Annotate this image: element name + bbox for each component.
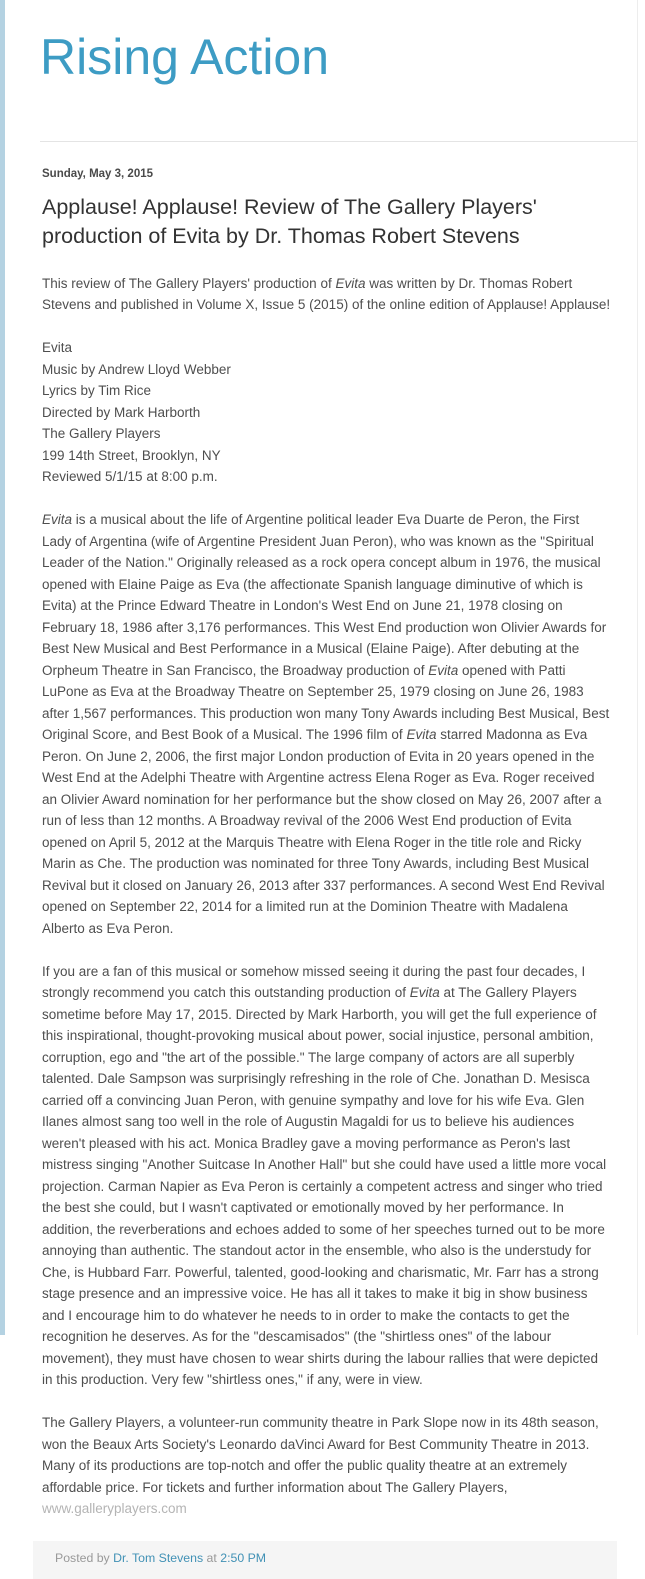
post-paragraph: Evita Music by Andrew Lloyd Webber Lyrics by Tim Rice Directed by Mark Harborth The Gallery Players 199 14th Street, Brooklyn, NY Reviewed 5/1/15 at 8:00 p.m.	[42, 340, 231, 485]
italic-show-title: Evita	[428, 662, 459, 678]
external-url-text[interactable]: www.galleryplayers.com	[42, 1501, 187, 1517]
post-paragraph: The Gallery Players, a volunteer-run community theatre in Park Slope now in its 48th season, won the Beaux Arts Society's Leonardo daVinci Award for Best Community Theatre in 2013. Many of its productions are top-notch and offer the public quality theatre at an extremely affordable price. For tickets and further information about The Gallery Players, www.galleryplayers.com	[42, 1415, 599, 1517]
italic-show-title: Evita	[409, 985, 440, 1001]
blog-title-link[interactable]: Rising Action	[40, 29, 330, 85]
posted-by-label: Posted by	[55, 1551, 110, 1566]
italic-show-title: Evita	[406, 727, 437, 743]
post-container	[42, 168, 612, 1579]
header-divider	[40, 141, 637, 142]
post-date: Sunday, May 3, 2015	[42, 168, 154, 180]
post-title-link[interactable]: Applause! Applause! Review of The Gallery Players' production of Evita by Dr. Thomas Robert Stevens	[42, 195, 537, 249]
post-paragraph: Evita is a musical about the life of Argentine political leader Eva Duarte de Peron, the First Lady of Argentina (wife of Argentine President Juan Peron), who was known as the "Spiritual Leader of the Nation." Originally released as a rock opera concept album in 1976, the musical opened with Elaine Paige as Eva (the affectionate Spanish language diminutive of which is Evita) at the Prince Edward Theatre in London's West End on June 21, 1978 closing on February 18, 1986 after 3,176 performances. This West End production won Olivier Awards for Best New Musical and Best Performance in a Musical (Elaine Paige). After debuting at the Orpheum Theatre in San Francisco, the Broadway production of Evita opened with Patti LuPone as Eva at the Broadway Theatre on September 25, 1979 closing on June 26, 1983 after 1,567 performances. This production won many Tony Awards including Best Musical, Best Original Score, and Best Book of a Musical. The 1996 film of Evita starred Madonna as Eva Peron. On June 2, 2006, the first major London production of Evita in 20 years opened in the West End at the Adelphi Theatre with Argentine actress Elena Roger as Eva. Roger received an Olivier Award nomination for her performance but the show closed on May 26, 2007 after a run of less than 12 months. A Broadway revival of the 2006 West End production of Evita opened on April 5, 2012 at the Marquis Theatre with Elena Roger in the title role and Ricky Marin as Che. The production was nominated for three Tony Awards, including Best Musical Revival but it closed on January 26, 2013 after 337 performances. A second West End Revival opened on September 22, 2014 for a limited run at the Dominion Theatre with Madalena Alberto as Eva Peron.	[42, 512, 610, 936]
content-column	[5, 0, 638, 1566]
at-label: at	[206, 1551, 217, 1566]
italic-show-title: Evita	[42, 512, 73, 528]
post-footer-bar	[33, 1541, 617, 1579]
post-body	[42, 273, 612, 1520]
post-paragraph: If you are a fan of this musical or somehow missed seeing it during the past four decades, I strongly recommend you catch this outstanding production of Evita at The Gallery Players sometime before May 17, 2015. Directed by Mark Harborth, you will get the full experience of this inspirational, thought-provoking musical about power, social injustice, personal ambition, corruption, ego and "the art of the possible." The large company of actors are all superbly talented. Dale Sampson was surprisingly refreshing in the role of Che. Jonathan D. Mesisca carried off a convincing Juan Peron, with genuine sympathy and love for his wife Eva. Glen Ilanes almost sang too well in the role of Augustin Magaldi for us to believe his audiences weren't pleased with his act. Monica Bradley gave a moving performance as Peron's last mistress singing "Another Suitcase In Another Hall" but she could have used a little more vocal projection. Carman Napier as Eva Peron is certainly a competent actress and singer who tried the best she could, but I wasn't captivated or emotionally moved by her performance. In addition, the reverberations and echoes added to some of her speeches turned out to be more annoying than authentic. The standout actor in the ensemble, who also is the understudy for Che, is Hubbard Farr. Powerful, talented, good-looking and charismatic, Mr. Farr has a strong stage presence and an impressive voice. He has all it takes to make it big in show business and I encourage him to do whatever he needs to in order to make the contacts to get the recognition he deserves. As for the "descamisados" (the "shirtless ones" of the labour movement), they must have chosen to wear shirts during the labour rallies that were depicted in this production. Very few "shirtless ones," if any, were in view.	[42, 963, 607, 1388]
post-paragraph: This review of The Gallery Players' production of Evita was written by Dr. Thomas Robert Stevens and published in Volume X, Issue 5 (2015) of the online edition of Applause! Applause!	[42, 275, 611, 313]
timestamp-link[interactable]: 2:50 PM	[220, 1551, 267, 1566]
author-link[interactable]: Dr. Tom Stevens	[113, 1551, 204, 1566]
blog-header	[5, 0, 637, 85]
italic-show-title: Evita	[335, 275, 366, 291]
